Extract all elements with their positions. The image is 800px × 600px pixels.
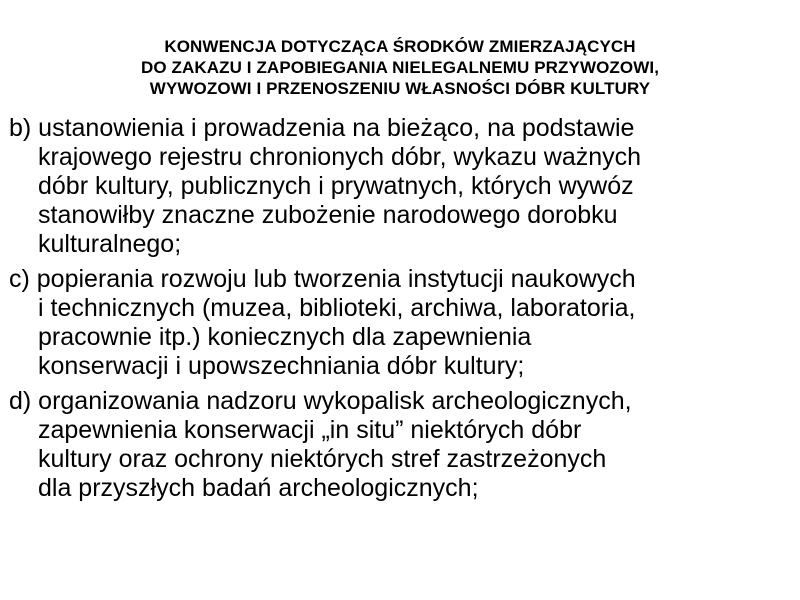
item-line: pracownie itp.) koniecznych dla zapewnienia xyxy=(38,323,532,351)
item-line: c) popierania rozwoju lub tworzenia instytucji naukowych xyxy=(9,265,636,293)
list-item-c xyxy=(9,265,799,381)
item-line: i technicznych (muzea, biblioteki, archiwa, laboratoria, xyxy=(38,294,636,322)
item-line: krajowego rejestru chronionych dóbr, wykazu ważnych xyxy=(38,143,642,171)
item-line: b) ustanowienia i prowadzenia na bieżąco, na podstawie xyxy=(9,114,635,142)
item-line: dla przyszłych badań archeologicznych; xyxy=(38,474,479,502)
list-item-b xyxy=(9,114,799,259)
item-line: konserwacji i upowszechniania dóbr kultury; xyxy=(38,352,525,380)
item-line: kulturalnego; xyxy=(38,230,182,258)
item-line: dóbr kultury, publicznych i prywatnych, których wywóz xyxy=(38,172,634,200)
slide-title xyxy=(0,36,800,99)
title-line: WYWOZOWI I PRZENOSZENIU WŁASNOŚCI DÓBR KULTURY xyxy=(149,79,651,98)
item-line: zapewnienia konserwacji „in situ” niektórych dóbr xyxy=(38,416,582,444)
item-line: kultury oraz ochrony niektórych stref zastrzeżonych xyxy=(38,445,607,473)
list-item-d xyxy=(9,387,799,503)
slide-body xyxy=(9,114,799,509)
title-line: KONWENCJA DOTYCZĄCA ŚRODKÓW ZMIERZAJĄCYCH xyxy=(164,37,636,56)
item-line: d) organizowania nadzoru wykopalisk archeologicznych, xyxy=(9,387,632,415)
item-line: stanowiłby znaczne zubożenie narodowego dorobku xyxy=(38,201,618,229)
title-line: DO ZAKAZU I ZAPOBIEGANIA NIELEGALNEMU PRZYWOZOWI, xyxy=(140,58,660,77)
